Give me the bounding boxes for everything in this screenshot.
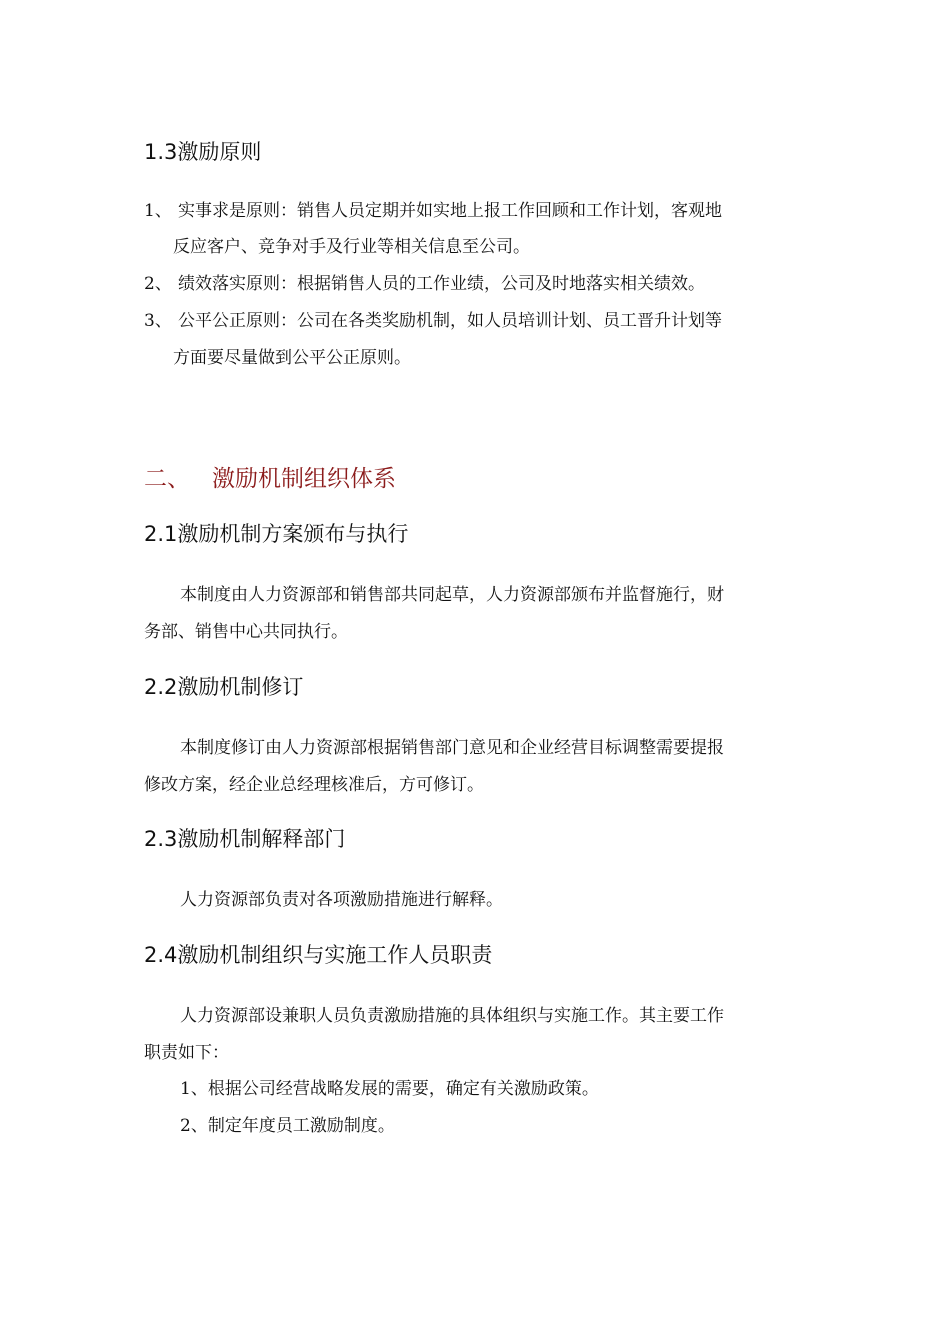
section-heading-1-3: 1.3激励原则 [144, 140, 262, 164]
section-heading-2-3: 2.3激励机制解释部门 [144, 827, 346, 851]
duty-item-1: 1、根据公司经营战略发展的需要，确定有关激励政策。 [180, 1079, 599, 1099]
list-item-1-continuation: 反应客户、竞争对手及行业等相关信息至公司。 [173, 237, 530, 257]
list-text: 绩效落实原则：根据销售人员的工作业绩，公司及时地落实相关绩效。 [178, 274, 705, 294]
list-number: 3、 [144, 311, 172, 331]
paragraph-2-4-line-2: 职责如下： [144, 1043, 229, 1063]
list-number: 2、 [144, 274, 172, 294]
section-heading-2-2: 2.2激励机制修订 [144, 675, 304, 699]
section-heading-2-1: 2.1激励机制方案颁布与执行 [144, 522, 409, 546]
paragraph-2-1-line-1: 本制度由人力资源部和销售部共同起草，人力资源部颁布并监督施行，财 [180, 585, 724, 605]
list-item-3 [144, 313, 722, 330]
list-number: 1、 [144, 201, 172, 221]
duty-item-2: 2、制定年度员工激励制度。 [180, 1116, 395, 1136]
chapter-heading-2 [144, 468, 396, 491]
chapter-number: 二、 [144, 466, 190, 492]
paragraph-2-2-line-1: 本制度修订由人力资源部根据销售部门意见和企业经营目标调整需要提报 [180, 738, 724, 758]
section-heading-2-4: 2.4激励机制组织与实施工作人员职责 [144, 943, 493, 967]
chapter-title: 激励机制组织体系 [212, 466, 396, 492]
list-item-3-continuation: 方面要尽量做到公平公正原则。 [173, 348, 411, 368]
paragraph-2-1-line-2: 务部、销售中心共同执行。 [144, 622, 348, 642]
list-item-2 [144, 276, 705, 293]
list-text: 实事求是原则：销售人员定期并如实地上报工作回顾和工作计划，客观地 [178, 201, 722, 221]
list-item-1 [144, 203, 722, 220]
list-text: 公平公正原则：公司在各类奖励机制，如人员培训计划、员工晋升计划等 [178, 311, 722, 331]
paragraph-2-3-line-1: 人力资源部负责对各项激励措施进行解释。 [180, 890, 503, 910]
paragraph-2-4-line-1: 人力资源部设兼职人员负责激励措施的具体组织与实施工作。其主要工作 [180, 1006, 724, 1026]
paragraph-2-2-line-2: 修改方案，经企业总经理核准后，方可修订。 [144, 775, 484, 795]
